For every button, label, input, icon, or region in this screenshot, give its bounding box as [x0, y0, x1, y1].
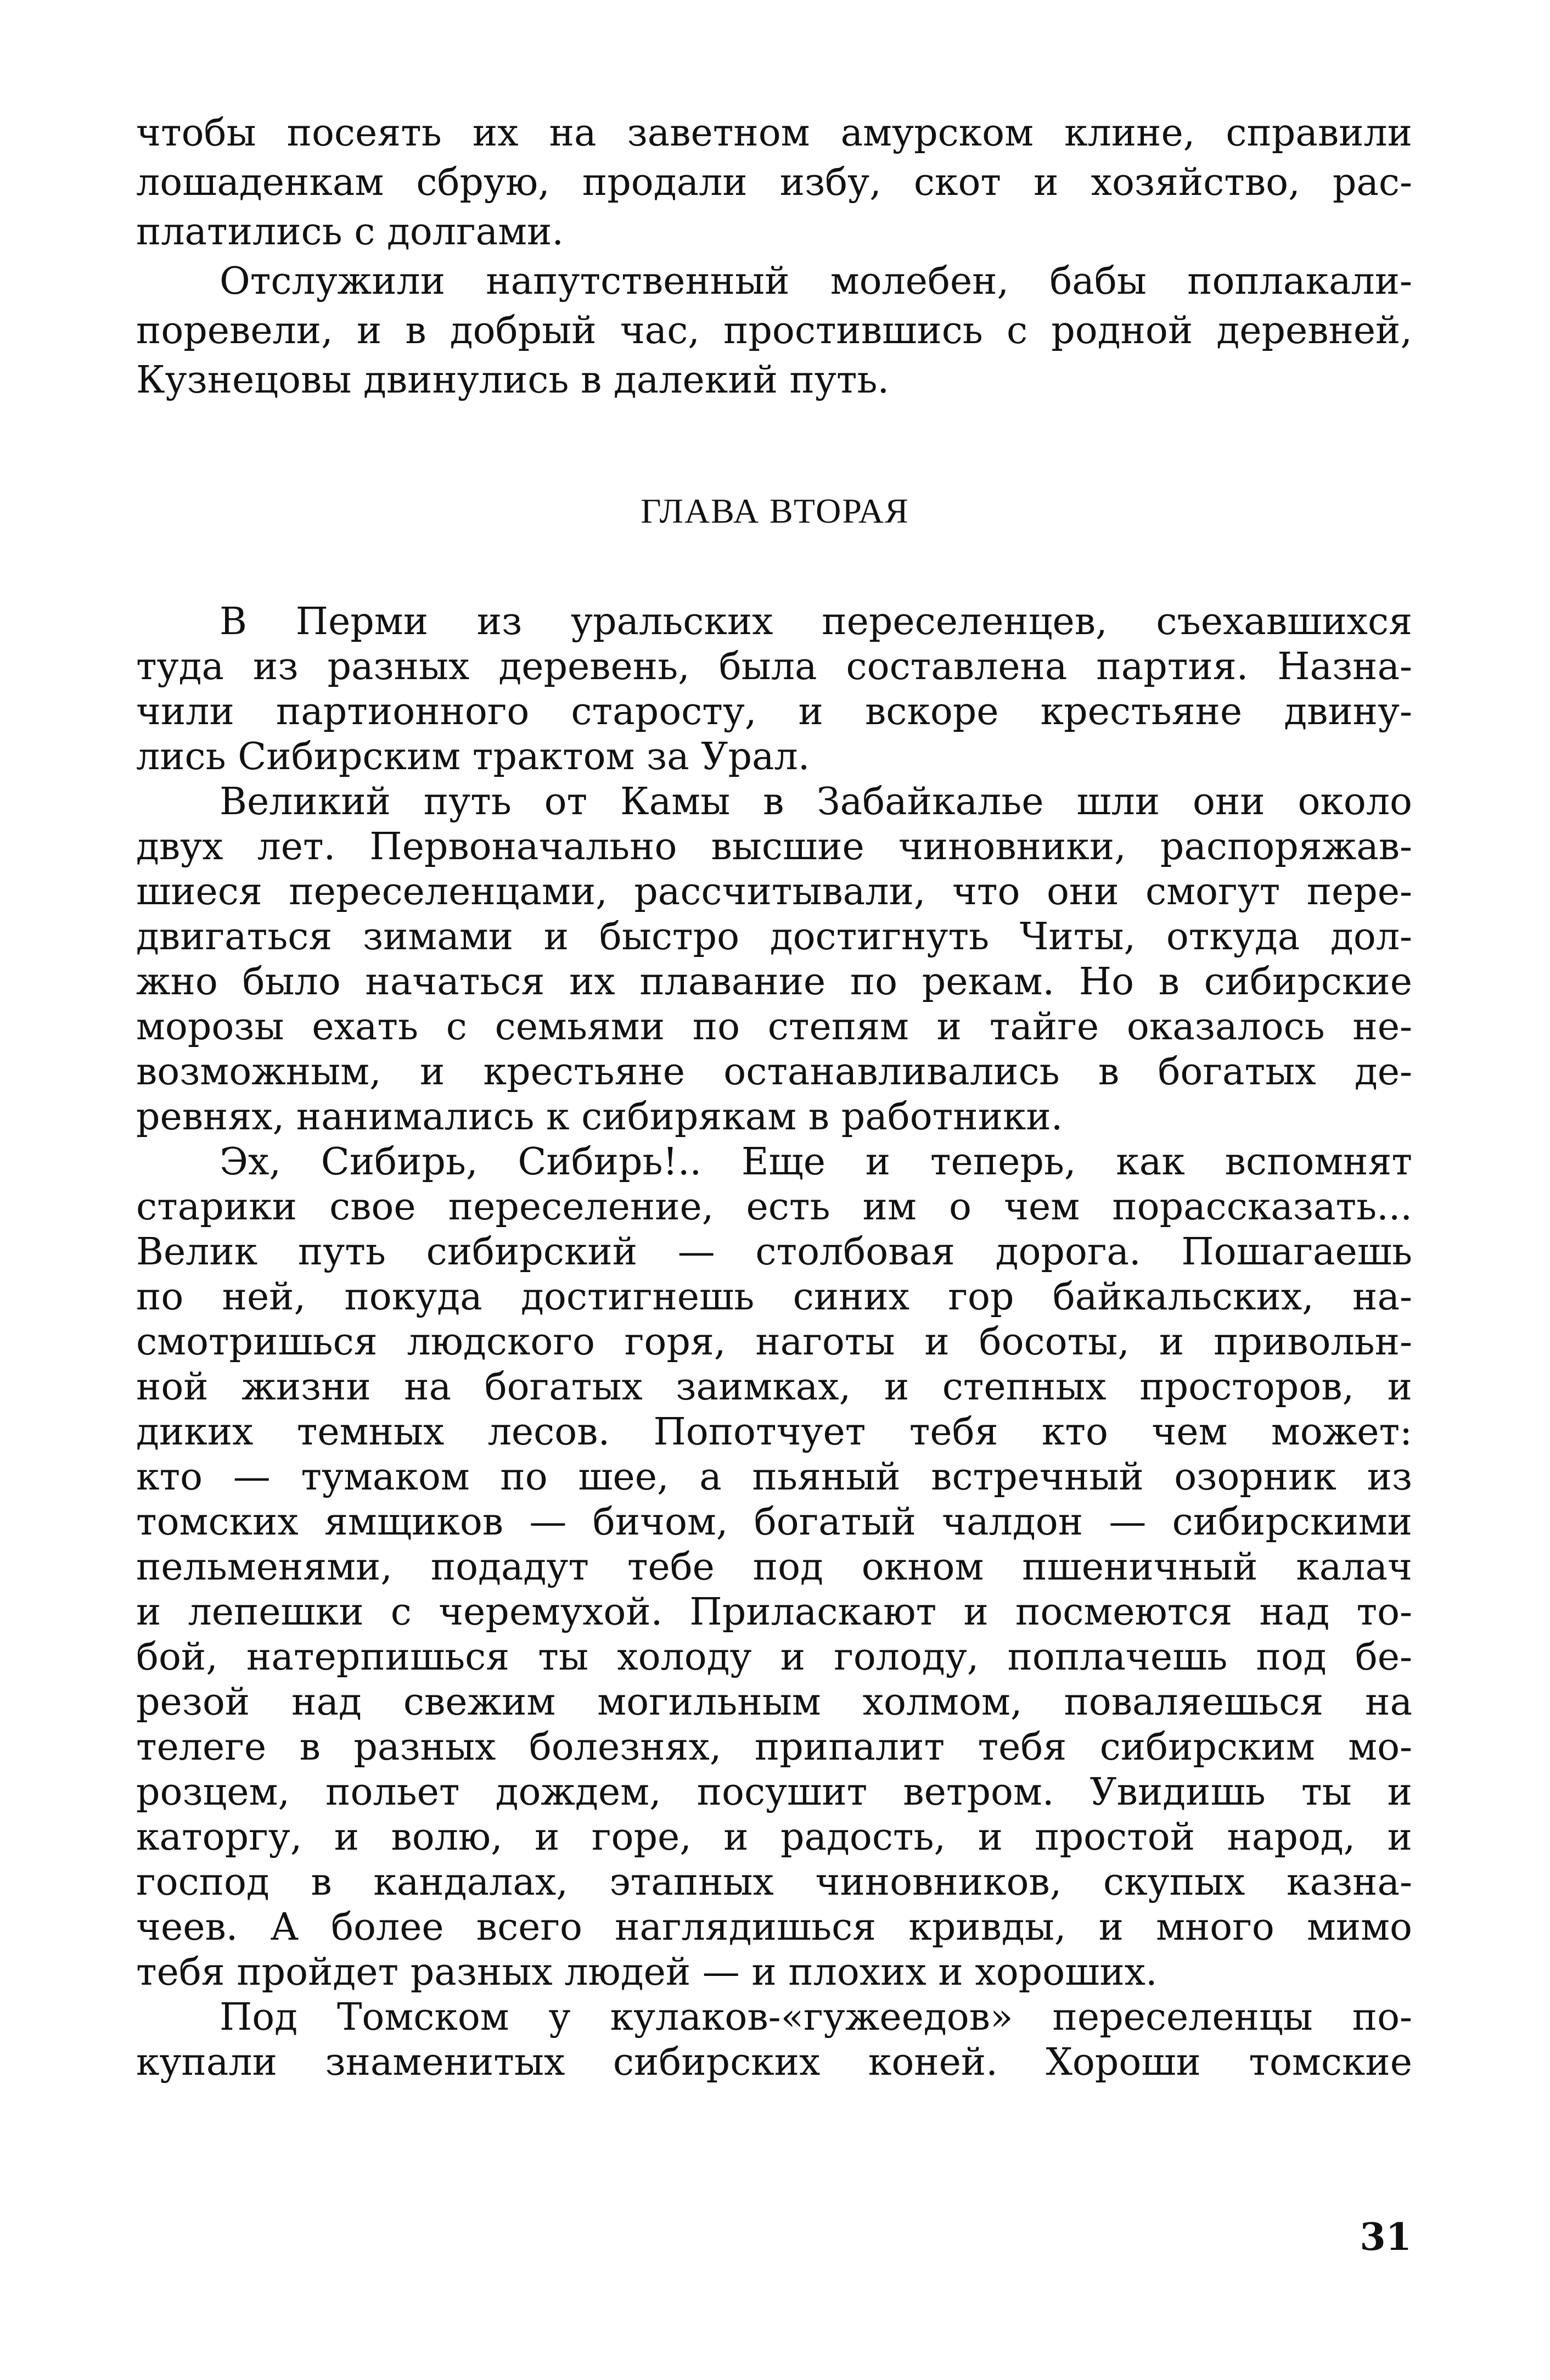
text-line: купали знаменитых сибирских коней. Хороши томские: [136, 2041, 1412, 2084]
text-line: розцем, польет дождем, посушит ветром. Увидишь ты и: [136, 1771, 1412, 1814]
text-line: резой над свежим могильным холмом, поваляешься на: [136, 1681, 1412, 1724]
text-line: господ в кандалах, этапных чиновников, скупых казна-: [136, 1861, 1412, 1904]
text-line: чтобы посеять их на заветном амурском клине, справили: [136, 111, 1412, 155]
text-line: кто — тумаком по шее, а пьяный встречный озорник из: [136, 1455, 1412, 1499]
text-line: лошаденкам сбрую, продали избу, скот и хозяйство, рас-: [136, 161, 1412, 204]
text-line: туда из разных деревень, была составлена партия. Назна-: [136, 645, 1412, 688]
text-line: Велик путь сибирский — столбовая дорога. Пошагаешь: [136, 1230, 1412, 1274]
text-line: двигаться зимами и быстро достигнуть Читы, откуда дол-: [136, 915, 1412, 959]
text-line: бой, натерпишься ты холоду и голоду, поплачешь под бе-: [136, 1636, 1412, 1679]
text-line: пельменями, подадут тебе под окном пшеничный калач: [136, 1545, 1412, 1589]
page-number: 31: [1360, 2215, 1412, 2259]
text-line: Великий путь от Камы в Забайкалье шли они около: [220, 780, 1412, 824]
text-line: возможным, и крестьяне останавливались в богатых де-: [136, 1050, 1412, 1094]
text-line: по ней, покуда достигнешь синих гор байкальских, на-: [136, 1275, 1412, 1319]
text-line: лись Сибирским трактом за Урал.: [136, 735, 810, 779]
text-line: Отслужили напутственный молебен, бабы поплакали-: [220, 260, 1412, 303]
text-line: чеев. А более всего наглядишься кривды, и много мимо: [136, 1906, 1412, 1949]
text-line: шиеся переселенцами, рассчитывали, что они смогут пере-: [136, 870, 1412, 914]
text-line: жно было начаться их плавание по рекам. Но в сибирские: [136, 960, 1412, 1004]
text-line: старики свое переселение, есть им о чем порассказать...: [136, 1185, 1412, 1229]
text-line: диких темных лесов. Попотчует тебя кто чем может:: [136, 1410, 1412, 1454]
text-line: тебя пройдет разных людей — и плохих и хороших.: [136, 1951, 1158, 1994]
text-line: смотришься людского горя, наготы и босоты, и привольн-: [136, 1320, 1412, 1364]
text-line: и лепешки с черемухой. Приласкают и посмеются над то-: [136, 1591, 1412, 1634]
text-line: Эх, Сибирь, Сибирь!.. Еще и теперь, как вспомнят: [220, 1140, 1412, 1184]
text-line: морозы ехать с семьями по степям и тайге оказалось не-: [136, 1005, 1412, 1049]
text-line: телеге в разных болезнях, припалит тебя сибирским мо-: [136, 1726, 1412, 1769]
text-line: каторгу, и волю, и горе, и радость, и простой народ, и: [136, 1816, 1412, 1859]
chapter-heading: ГЛАВА ВТОРАЯ: [641, 491, 909, 530]
text-line: поревели, и в добрый час, простившись с родной деревней,: [136, 309, 1412, 352]
text-line: Под Томском у кулаков-«гужеедов» переселенцы по-: [220, 1996, 1412, 2039]
text-line: ревнях, нанимались к сибирякам в работники.: [136, 1095, 1063, 1139]
text-line: двух лет. Первоначально высшие чиновники, распоряжав-: [136, 825, 1412, 869]
text-line: ной жизни на богатых заимках, и степных просторов, и: [136, 1365, 1412, 1409]
text-line: чили партионного старосту, и вскоре крестьяне двину-: [136, 690, 1412, 733]
text-line: В Перми из уральских переселенцев, съехавшихся: [220, 600, 1412, 643]
text-line: Кузнецовы двинулись в далекий путь.: [136, 359, 890, 402]
text-line: платились с долгами.: [136, 210, 564, 254]
text-line: томских ямщиков — бичом, богатый чалдон — сибирскими: [136, 1500, 1412, 1544]
